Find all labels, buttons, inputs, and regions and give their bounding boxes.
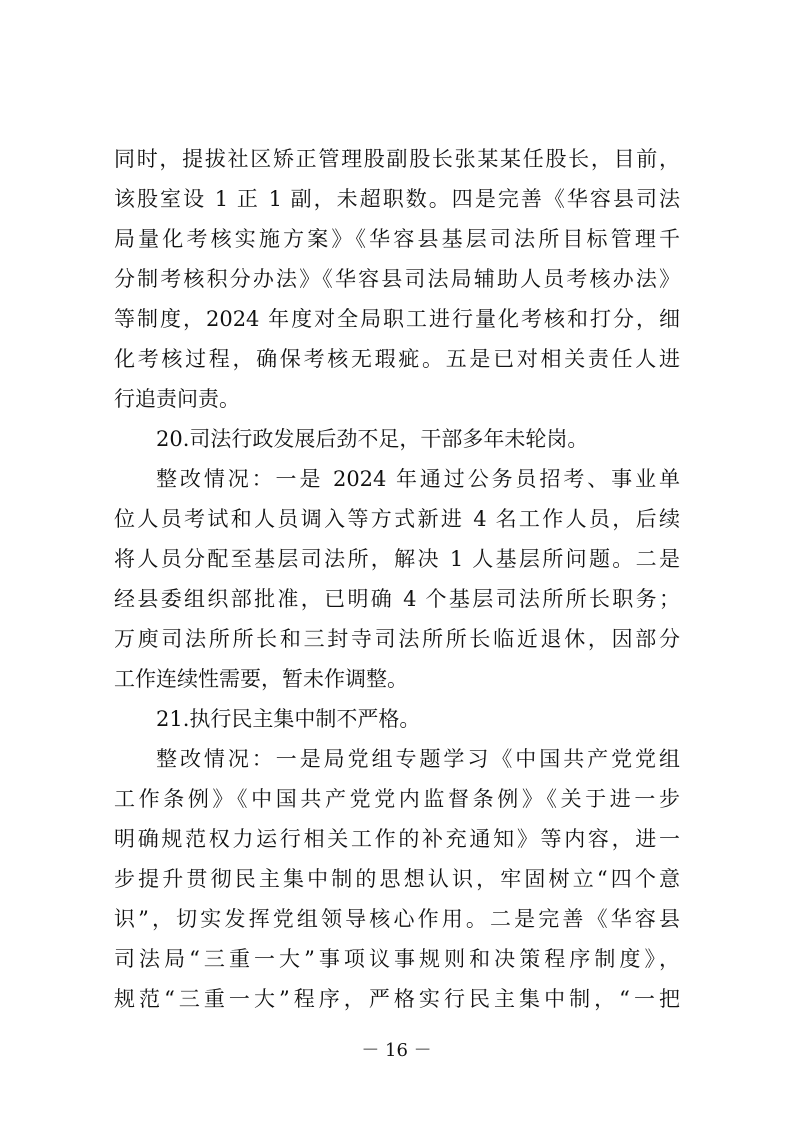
text-line: 明确规范权力运行相关工作的补充通知》等内容，进一	[114, 827, 680, 851]
section-heading-20: 20.司法行政发展后劲不足，干部多年未轮岗。	[156, 427, 589, 451]
text-line: 司法局“三重一大”事项议事规则和决策程序制度》，	[114, 947, 680, 971]
section-heading-21: 21.执行民主集中制不严格。	[156, 707, 421, 731]
text-line: 同时，提拔社区矫正管理股副股长张某某任股长，目前，	[114, 147, 680, 171]
page-number: － 16 －	[361, 1040, 432, 1061]
text-line: 万庾司法所所长和三封寺司法所所长临近退休，因部分	[114, 627, 680, 651]
text-line: 规范“三重一大”程序，严格实行民主集中制，“一把	[114, 987, 680, 1011]
text-line: 整改情况：一是局党组专题学习《中国共产党党组	[156, 747, 680, 771]
text-line: 分制考核积分办法》《华容县司法局辅助人员考核办法》	[114, 267, 680, 291]
text-line: 工作条例》《中国共产党党内监督条例》《关于进一步	[114, 787, 680, 811]
text-line: 识”，切实发挥党组领导核心作用。二是完善《华容县	[114, 907, 680, 931]
text-line: 位人员考试和人员调入等方式新进 4 名工作人员，后续	[114, 507, 680, 531]
text-line: 经县委组织部批准，已明确 4 个基层司法所所长职务；	[114, 587, 680, 611]
text-line: 等制度，2024 年度对全局职工进行量化考核和打分，细	[114, 307, 680, 331]
text-line: 整改情况：一是 2024 年通过公务员招考、事业单	[156, 467, 680, 491]
text-line: 将人员分配至基层司法所，解决 1 人基层所问题。二是	[114, 547, 680, 571]
text-line: 化考核过程，确保考核无瑕疵。五是已对相关责任人进	[114, 347, 680, 371]
text-line: 步提升贯彻民主集中制的思想认识，牢固树立“四个意	[114, 867, 680, 891]
text-line: 行追责问责。	[114, 387, 240, 411]
text-line: 该股室设 1 正 1 副，未超职数。四是完善《华容县司法	[114, 187, 680, 211]
text-line: 局量化考核实施方案》《华容县基层司法所目标管理千	[114, 227, 680, 251]
text-line: 工作连续性需要，暂未作调整。	[114, 667, 408, 691]
document-body	[114, 139, 680, 1019]
